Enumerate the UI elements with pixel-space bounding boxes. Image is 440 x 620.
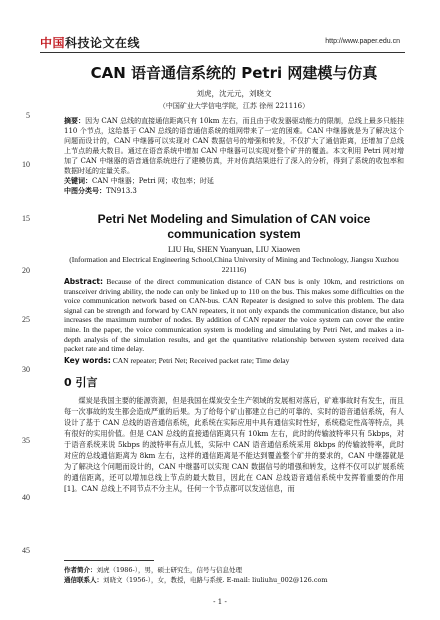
english-keywords-text: CAN repeater; Petri Net; Received packet rate; Time delay [112,355,290,365]
abstract-label: 摘要： [64,117,86,125]
footnote-divider [64,560,154,561]
page-header [40,34,400,54]
chinese-affiliation: （中国矿业大学信电学院，江苏 徐州 221116） [158,102,310,110]
section-heading-introduction: 0 引言 [64,376,98,390]
logo-black-text: 科技论文在线 [65,36,141,50]
chinese-authors: 刘虎，沈元元，刘晓文 [196,89,272,98]
english-affiliation: (Information and Electrical Engineering School,China University of Mining and Technology, Jiangsu Xuzhou 221116) [69,255,399,274]
chinese-keywords [64,176,404,186]
page-number: - 1 - [213,598,227,606]
english-abstract-text: Because of the direct communication distance of CAN bus is only 10km, and restrictions on transceiver driving ability, the node can only be linked up to 110 on the bus. This makes some difficulties on the voice communication network based on CAN-bus. CAN Repeater is designed to solve this problem. The data signal can be strength and forward by CAN repeaters, it not only expands the communication distance, but also increases the maximum number of nodes. By addition of CAN repeater the voice system can cover the entire mine. In the paper, the voice communication system is modeling and simulating by Petri Net, and makes a in-depth analysis of the simulation results, and get the quantitative relationship between system received data packet rate and time delay. [64,277,404,354]
footnotes [64,565,404,585]
line-number: 30 [22,365,30,374]
abstract-text: 因为 CAN 总线的直接通信距离只有 10km 左右，而且由于收发器驱动能力的限制，总线上最多只能挂 110 个节点，这给基于 CAN 总线的语音通信系统的组网带来了一定的困难。CAN 中继器就是为了解决这个问题而设计的，CAN 中继器可以实现对 CAN 数据信号的增强和转发，不仅扩大了通信距离，还增加了总线上节点的最大数目。通过在语音系统中增加 CAN 中继器可以实现对整个矿井的覆盖。本文利用 Petri 网对增加了 CAN 中继器的语音通信系统进行了建模仿真，并对仿真结果进行了深入的分析，得到了系统的收包率和数据时延的定量关系。 [64,117,404,175]
author-footnote-label: 作者简介： [64,566,97,574]
keywords-text: CAN 中继器；Petri 网；收包率；时延 [92,177,214,185]
line-number: 20 [22,266,30,275]
line-number: 45 [22,546,30,555]
site-url-link[interactable]: http://www.paper.edu.cn [325,38,400,45]
classification-label: 中图分类号： [64,187,106,195]
chinese-title: CAN 语音通信系统的 Petri 网建模与仿真 [90,64,378,82]
author-footnote [64,565,404,575]
chinese-abstract [64,116,404,176]
introduction-paragraph: 煤炭是我国主要的能源资源，但是我国在煤炭安全生产领域的发展相对落后，矿难事故时有发生，而且每一次事故的发生都会造成严重的后果。为了给每个矿山都建立自己的可靠的、实时的语音通信系统，有人设计了基于 CAN 总线的语音通信系统，此系统在实际应用中具有通信实时性好，系统稳定性高等特点，具有很好的实用价值。但是 CAN 总线的直接通信距离只有 10km 左右，此时的传输波特率只有 5kbps，对于语音系统来说 5kbps 的波特率有点儿低，实际中 CAN 语音通信系统采用 8kbps 的传输波特率，此时对应的总线通信距离为 8km 左右，这样的通信距离是不能达到覆盖整个矿井的要求的，CAN 中继器就是为了解决这个问题而设计的，CAN 中继器可以实现 CAN 数据信号的增强和转发，这样不仅可以扩展系统的通信距离，还可以增加总线上节点的最大数目，因此在 CAN 总线语音通信系统中发挥着重要的作用[1]。CAN 总线上不同节点不分主从，任何一个节点都可以发送信息，而 [64,396,404,494]
line-number: 35 [22,436,30,445]
author-footnote-text: 刘虎（1986-），男，硕士研究生，信号与信息处理 [96,566,242,574]
line-number: 25 [22,315,30,324]
keywords-label: 关键词： [64,177,92,185]
contact-footnote-text: 刘晓文（1956-），女，教授，电路与系统. E-mail: liuliuhu_002@126.com [103,576,328,584]
english-title: Petri Net Modeling and Simulation of CAN voice communication system [97,212,371,241]
paper-body [64,60,404,494]
contact-footnote-label: 通信联系人： [64,576,103,584]
line-number: 5 [26,111,30,120]
line-number: 40 [22,493,30,502]
english-keywords [64,356,404,366]
header-divider [40,52,405,53]
english-keywords-label: Key words: [64,355,111,365]
classification-number [64,186,404,196]
site-logo[interactable] [40,34,140,51]
logo-red-text: 中国 [40,36,66,50]
english-authors: LIU Hu, SHEN Yuanyuan, LIU Xiaowen [168,245,300,254]
line-number: 15 [22,214,30,223]
line-number: 10 [22,160,30,169]
contact-footnote [64,575,404,585]
english-abstract [64,277,404,354]
english-abstract-label: Abstract: [64,277,104,286]
classification-value: TN913.3 [106,187,137,195]
